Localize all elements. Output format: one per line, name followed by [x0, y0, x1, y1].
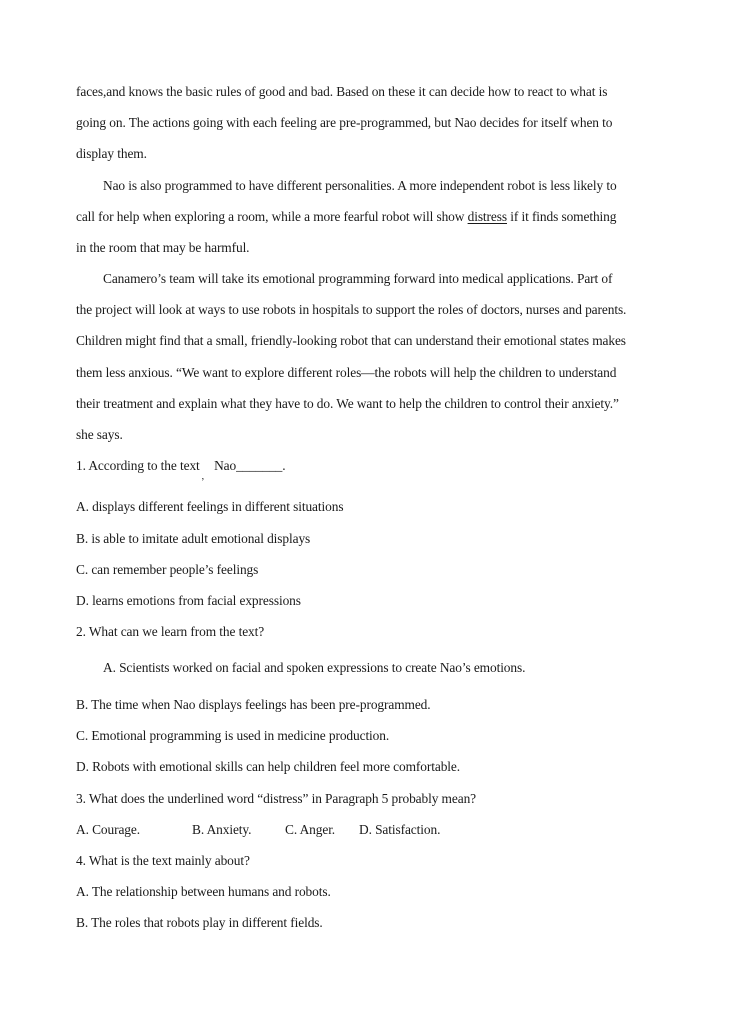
question-4-option-a: A. The relationship between humans and robots. — [76, 884, 331, 899]
passage-line: going on. The actions going with each feeling are pre-programmed, but Nao decides for itself when to — [76, 115, 613, 130]
question-text: Nao_______. — [214, 458, 286, 473]
passage-line: faces,and knows the basic rules of good and bad. Based on these it can decide how to react to what is — [76, 84, 608, 99]
question-3-option-a: A. Courage. — [76, 822, 140, 837]
question-1-option-a: A. displays different feelings in different situations — [76, 499, 344, 514]
passage-line: Children might find that a small, friendly-looking robot that can understand their emotional states makes — [76, 333, 626, 348]
passage-text: call for help when exploring a room, while a more fearful robot will show — [76, 209, 468, 224]
passage-line: their treatment and explain what they have to do. We want to help the children to control their anxiety.” — [76, 396, 619, 411]
question-2-option-a: A. Scientists worked on facial and spoken expressions to create Nao’s emotions. — [103, 660, 526, 675]
passage-line: them less anxious. “We want to explore different roles—the robots will help the children to understand — [76, 365, 617, 380]
question-3-option-c: C. Anger. — [285, 822, 336, 837]
question-3-option-b: B. Anxiety. — [192, 822, 252, 837]
question-comma: , — [201, 471, 205, 482]
question-2-option-c: C. Emotional programming is used in medicine production. — [76, 728, 390, 743]
question-3-option-d: D. Satisfaction. — [359, 822, 441, 837]
question-2-option-b: B. The time when Nao displays feelings has been pre-programmed. — [76, 697, 431, 712]
passage-line: she says. — [76, 427, 123, 442]
question-3-options — [76, 822, 440, 838]
question-1-stem — [76, 458, 286, 482]
question-text: 1. According to the text — [76, 458, 200, 473]
question-1-option-c: C. can remember people’s feelings — [76, 562, 259, 577]
passage-line: display them. — [76, 146, 147, 161]
passage-line: Canamero’s team will take its emotional programming forward into medical applications. Part of — [103, 271, 613, 286]
question-1-option-d: D. learns emotions from facial expressions — [76, 593, 301, 608]
passage-line — [76, 209, 616, 225]
question-2-option-d: D. Robots with emotional skills can help children feel more comfortable. — [76, 759, 461, 774]
passage-line: in the room that may be harmful. — [76, 240, 250, 255]
question-1-option-b: B. is able to imitate adult emotional displays — [76, 531, 311, 546]
question-3-stem: 3. What does the underlined word “distress” in Paragraph 5 probably mean? — [76, 791, 477, 806]
passage-line: the project will look at ways to use robots in hospitals to support the roles of doctors, nurses and parents. — [76, 302, 627, 317]
passage-text: if it finds something — [506, 209, 617, 224]
underlined-word-distress: distress — [467, 209, 507, 224]
question-4-stem: 4. What is the text mainly about? — [76, 853, 250, 868]
question-4-option-b: B. The roles that robots play in different fields. — [76, 915, 323, 930]
passage-line: Nao is also programmed to have different personalities. A more independent robot is less likely to — [103, 178, 617, 193]
question-2-stem: 2. What can we learn from the text? — [76, 624, 265, 639]
